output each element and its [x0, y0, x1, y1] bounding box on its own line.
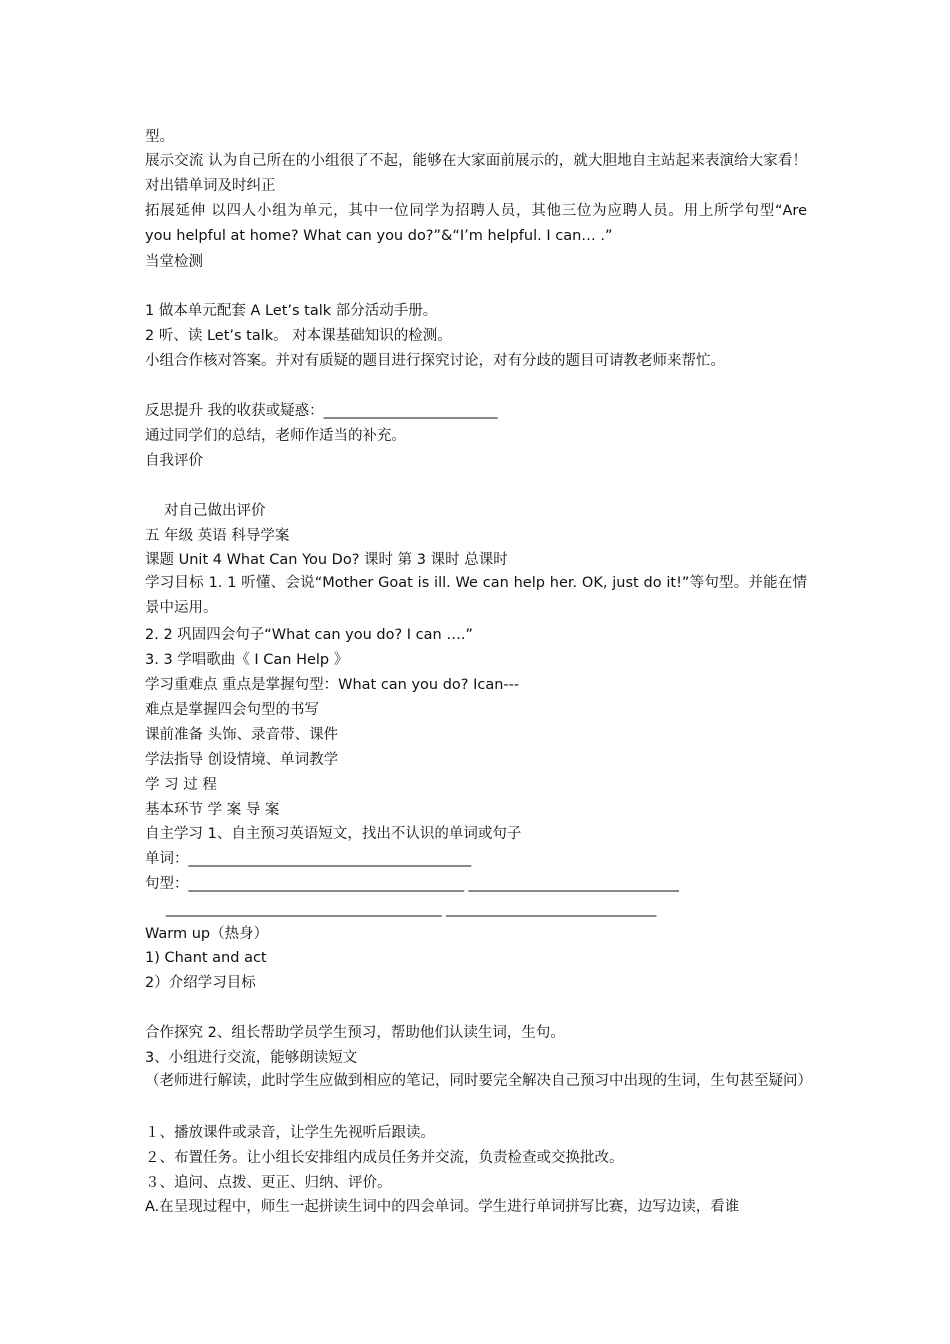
document-title: 五 年级 英语 科导学案	[145, 528, 290, 544]
text-line: 合作探究 2、组长帮助学员学生预习，帮助他们认读生词，生句。	[145, 1025, 565, 1041]
section-heading: 当堂检测	[145, 254, 203, 270]
words-blank-line: 单词：_______________________________________	[145, 851, 472, 867]
table-header: 基本环节 学 案 导 案	[145, 802, 280, 818]
text-line: 对自己做出评价	[164, 503, 266, 519]
paragraph-teacher-note: （老师进行解读，此时学生应做到相应的笔记，同时要完全解决自己预习中出现的生词，生句甚至疑问）	[145, 1073, 812, 1089]
text-line: A.在呈现过程中，师生一起拼读生词中的四会单词。学生进行单词拼写比赛，边写边读，看谁	[145, 1199, 740, 1215]
text-line: Warm up（热身）	[145, 926, 269, 942]
text-line: 型。	[145, 129, 174, 145]
paragraph-extension: 拓展延伸 以四人小组为单元，其中一位同学为招聘人员，其他三位为应聘人员。用上所学句型“Are you helpful at home? What can you do?”&“I’m helpful. I can… .”	[145, 203, 807, 244]
section-heading: 自我评价	[145, 453, 203, 469]
text-line: 课前准备 头饰、录音带、课件	[145, 727, 339, 743]
text-line: 1 做本单元配套 A Let’s talk 部分活动手册。	[145, 303, 438, 319]
paragraph-showcase: 展示交流 认为自己所在的小组很了不起，能够在大家面前展示的，就大胆地自主站起来表演给大家看！ 对出错单词及时纠正	[145, 153, 807, 194]
text-line: 难点是掌握四会句型的书写	[145, 702, 319, 718]
text-line: 1) Chant and act	[145, 950, 267, 966]
text-line: 3、小组进行交流，能够朗读短文	[145, 1050, 358, 1066]
text-line: 3. 3 学唱歌曲《 I Can Help 》	[145, 652, 349, 668]
text-line: １、播放课件或录音，让学生先视听后跟读。	[145, 1125, 435, 1141]
text-line: 小组合作核对答案。并对有质疑的题目进行探究讨论，对有分歧的题目可请教老师来帮忙。	[145, 353, 725, 369]
text-line: 2. 2 巩固四会句子“What can you do? I can ….”	[145, 627, 473, 643]
text-line: 通过同学们的总结，老师作适当的补充。	[145, 428, 406, 444]
reflection-line: 反思提升 我的收获或疑惑：________________________	[145, 403, 498, 419]
text-line: ３、追问、点拨、更正、归纳、评价。	[145, 1175, 392, 1191]
text-line: 2 听、读 Let’s talk。 对本课基础知识的检测。	[145, 328, 452, 344]
text-line: 自主学习 1、自主预习英语短文，找出不认识的单词或句子	[145, 826, 522, 842]
section-heading: 学 习 过 程	[145, 777, 217, 793]
text-line: 学法指导 创设情境、单词教学	[145, 752, 339, 768]
sentences-blank-line: 句型：______________________________________ _____________________________	[145, 876, 679, 892]
learning-objectives: 学习目标 1. 1 听懂、会说“Mother Goat is ill. We can help her. OK, just do it!”等句型。并能在情景中运用。	[145, 575, 807, 616]
lesson-topic: 课题 Unit 4 What Can You Do? 课时 第 3 课时 总课时	[145, 552, 508, 568]
text-line: 2）介绍学习目标	[145, 975, 256, 991]
text-line: 学习重难点 重点是掌握句型：What can you do? Ican---	[145, 677, 520, 693]
text-line: ２、布置任务。让小组长安排组内成员任务并交流，负责检查或交换批改。	[145, 1150, 624, 1166]
sentences-blank-line: ______________________________________ _____________________________	[166, 901, 657, 917]
